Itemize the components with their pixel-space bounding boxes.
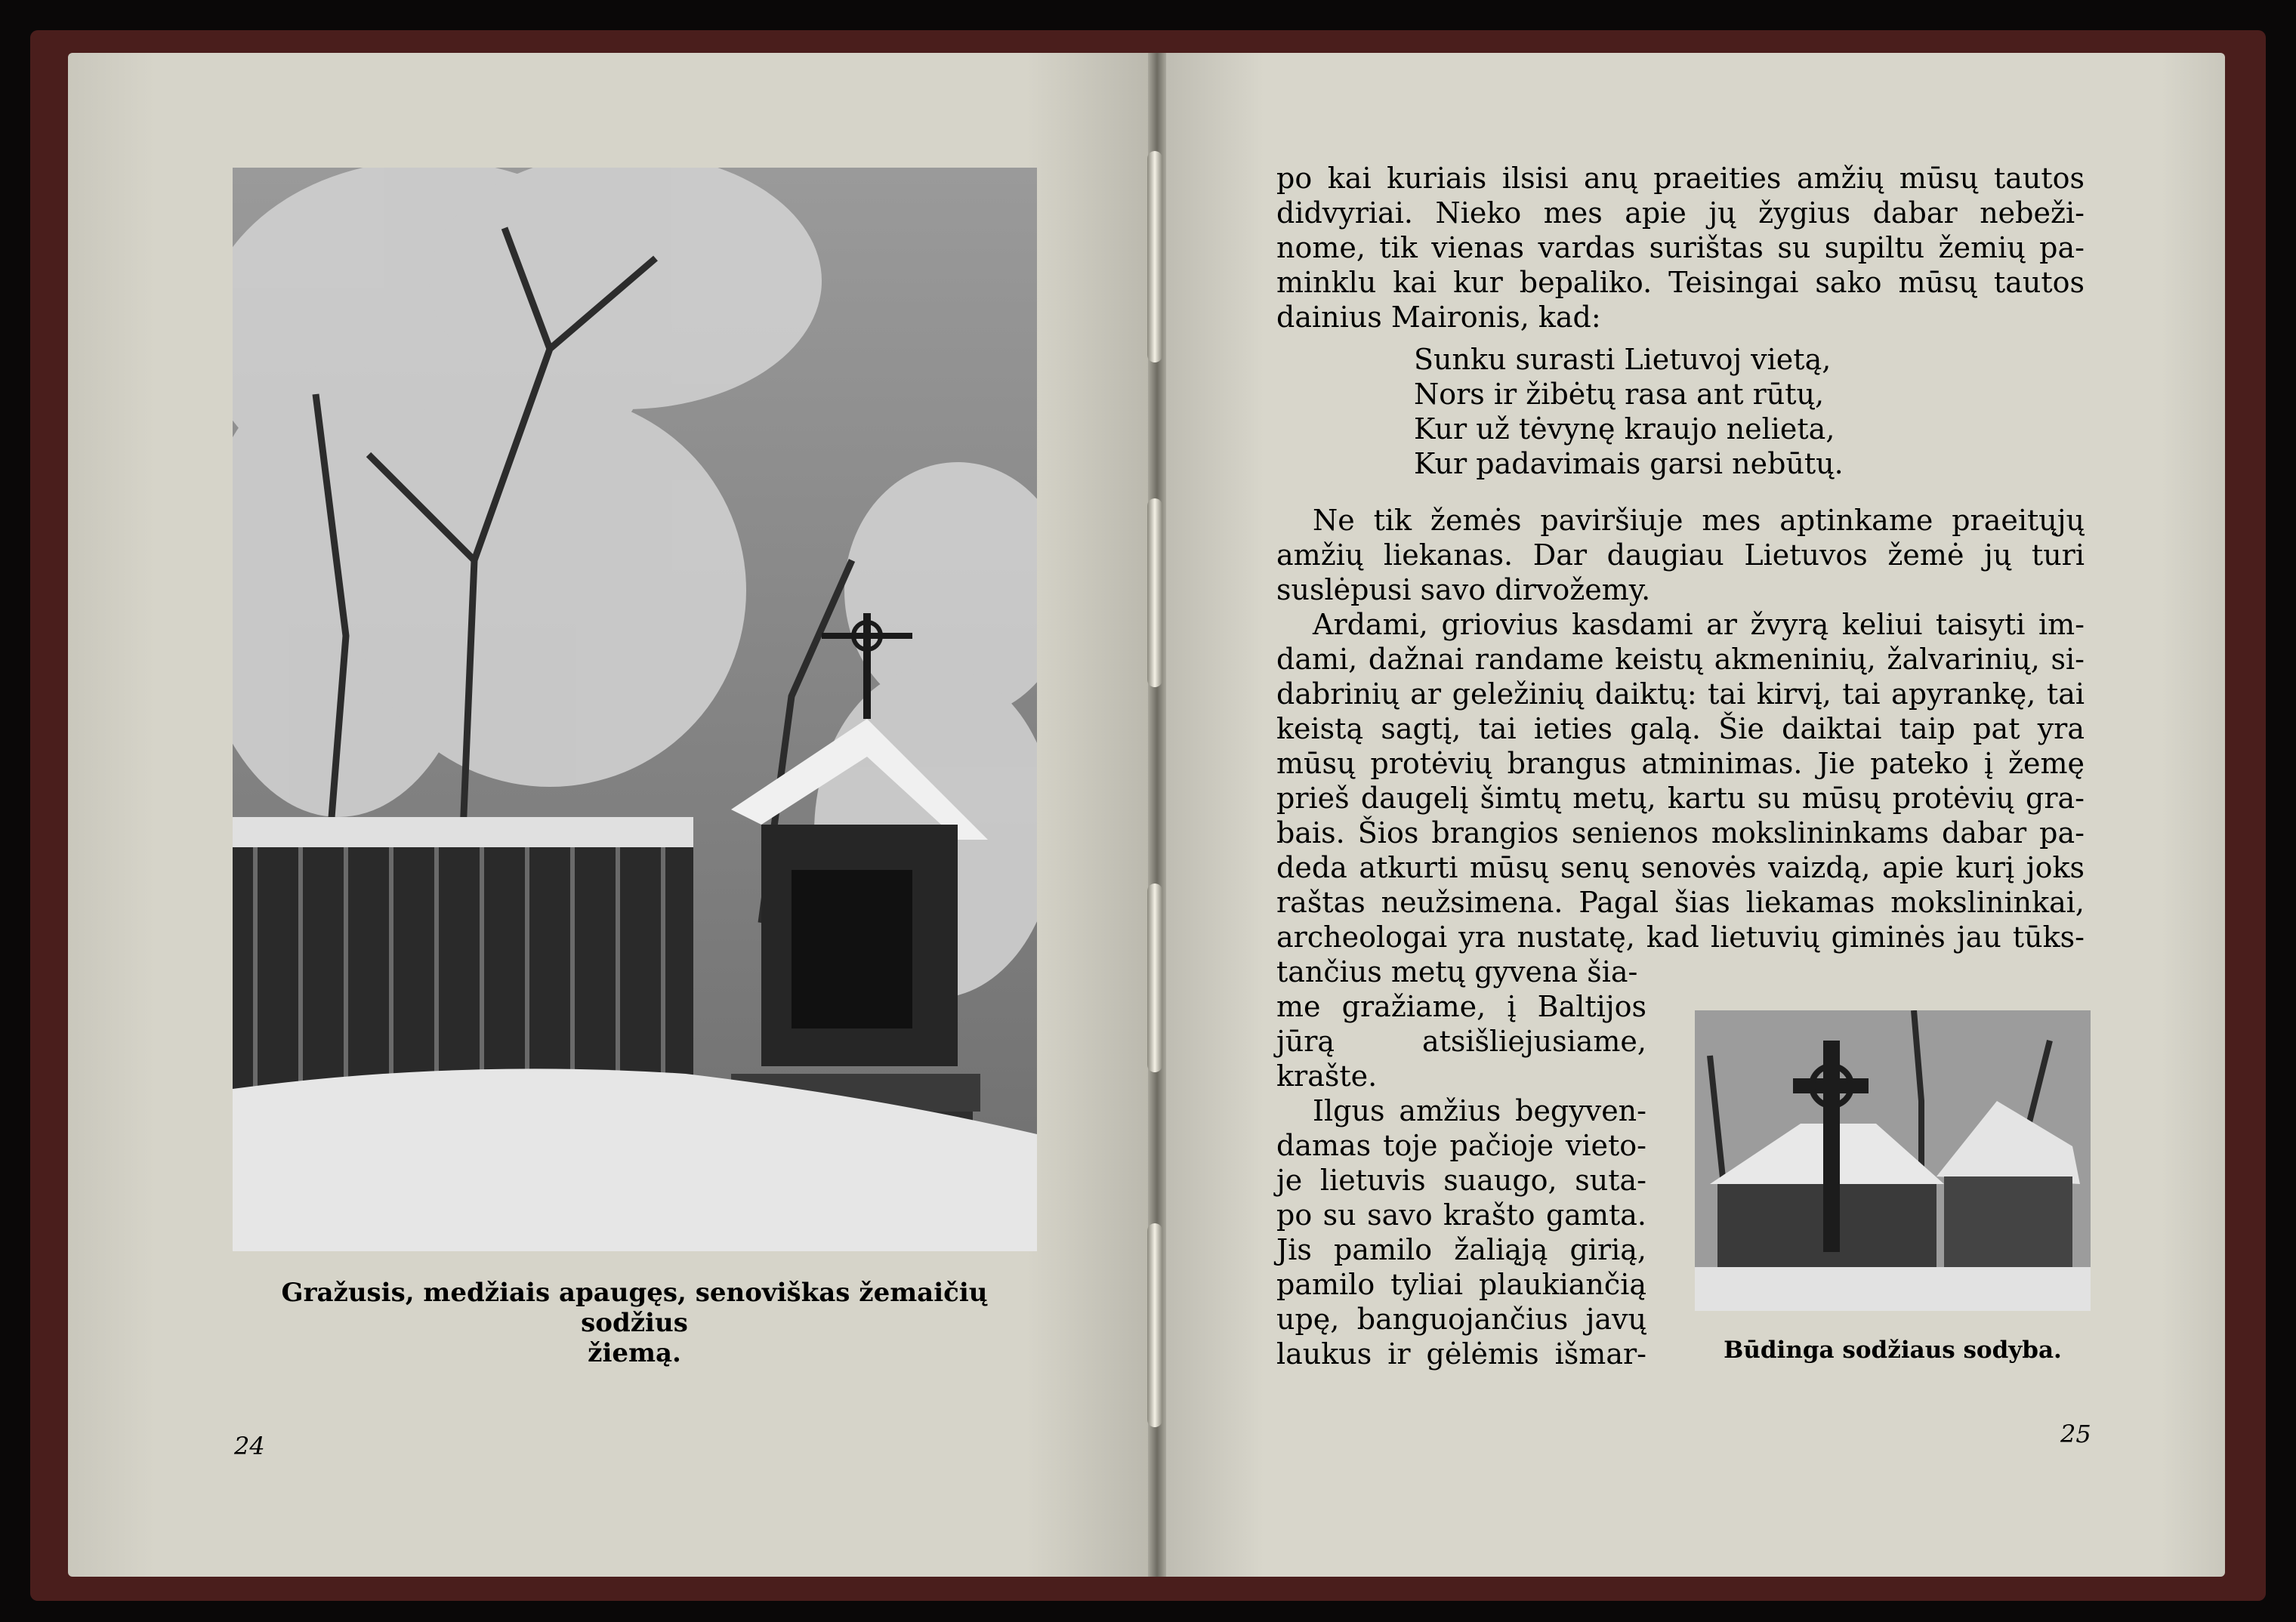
poem-line: Kur padavimais garsi nebūtų. [1414, 447, 1844, 480]
text-line: keistą sagtį, tai ieties galą. Šie daiktai taip pat yra [1276, 712, 2085, 745]
binding-stitch [1147, 498, 1162, 687]
binding-stitch [1147, 151, 1162, 362]
text-line: po kai kuriais ilsisi anų praeities amžių mūsų tautos [1276, 162, 2085, 195]
page-number-right: 25 [2060, 1420, 2091, 1448]
text-line: tančius metų gyvena šia- [1276, 955, 1638, 988]
poem-line: Nors ir žibėtų rasa ant rūtų, [1414, 378, 1825, 411]
poem-line: Sunku surasti Lietuvoj vietą, [1414, 343, 1832, 376]
binding-stitch [1147, 883, 1162, 1072]
text-line: suslėpusi savo dirvožemy. [1276, 573, 1651, 606]
text-line: nome, tik vienas vardas surištas su supiltu žemių pa- [1276, 231, 2085, 264]
left-photo-caption [249, 1278, 1020, 1368]
text-line: jūrą atsišliejusiame, [1276, 1025, 1646, 1058]
caption-line: žiemą. [588, 1338, 681, 1368]
text-line: krašte. [1276, 1059, 1378, 1093]
text-line: dainius Maironis, kad: [1276, 301, 1601, 334]
paragraph-4 [1276, 1093, 1646, 1371]
right-photo-caption: Būdinga sodžiaus sodyba. [1724, 1337, 2062, 1364]
text-line: didvyriai. Nieko mes apie jų žygius dabar nebeži- [1276, 196, 2085, 230]
text-line: pamilo tyliai plaukiančią [1276, 1268, 1646, 1301]
text-line: upę, banguojančius javų [1276, 1303, 1646, 1336]
paragraph-2 [1276, 503, 2085, 607]
text-line: Ardami, griovius kasdami ar žvyrą keliui taisyti im- [1313, 608, 2085, 641]
text-line: laukus ir gėlėmis išmar- [1276, 1337, 1646, 1371]
binding-stitch [1147, 1223, 1162, 1427]
paragraph-1 [1276, 161, 2085, 335]
text-line: damas toje pačioje vieto- [1276, 1129, 1646, 1162]
winter-village-photo [233, 168, 1037, 1251]
poem-line: Kur už tėvynę kraujo nelieta, [1414, 412, 1835, 446]
text-line: po su savo krašto gamta. [1276, 1198, 1646, 1232]
text-line: me gražiame, į Baltijos [1276, 990, 1646, 1023]
text-line: deda atkurti mūsų senų senovės vaizdą, apie kurį joks [1276, 851, 2085, 884]
page-number-left: 24 [234, 1432, 265, 1460]
poem [1414, 342, 1897, 481]
text-line: prieš daugelį šimtų metų, kartu su mūsų protėvių gra- [1276, 782, 2085, 815]
text-line: Jis pamilo žaliąją girią, [1276, 1233, 1646, 1266]
text-line: je lietuvis suaugo, suta- [1276, 1164, 1646, 1197]
text-line: archeologai yra nustatę, kad lietuvių giminės jau tūks- [1276, 920, 2085, 954]
text-line: dami, dažnai randame keistų akmeninių, žalvarinių, si- [1276, 643, 2085, 676]
text-line: Ne tik žemės paviršiuje mes aptinkame praeitųjų [1313, 504, 2085, 537]
text-line: bais. Šios brangios senienos mokslininkams dabar pa- [1276, 816, 2085, 850]
homestead-photo [1695, 1010, 2091, 1311]
text-line: minklu kai kur bepaliko. Teisingai sako mūsų tautos [1276, 266, 2085, 299]
text-line: mūsų protėvių brangus atminimas. Jie pateko į žemę [1276, 747, 2085, 780]
text-line: raštas neužsimena. Pagal šias liekamas mokslininkai, [1276, 886, 2085, 919]
text-line: Ilgus amžius begyven- [1313, 1094, 1646, 1127]
text-line: dabrinių ar geležinių daiktų: tai kirvį, tai apyrankę, tai [1276, 677, 2085, 711]
text-line: amžių liekanas. Dar daugiau Lietuvos žemė jų turi [1276, 538, 2085, 572]
caption-line: Gražusis, medžiais apaugęs, senoviškas žemaičių sodžius [281, 1278, 988, 1338]
